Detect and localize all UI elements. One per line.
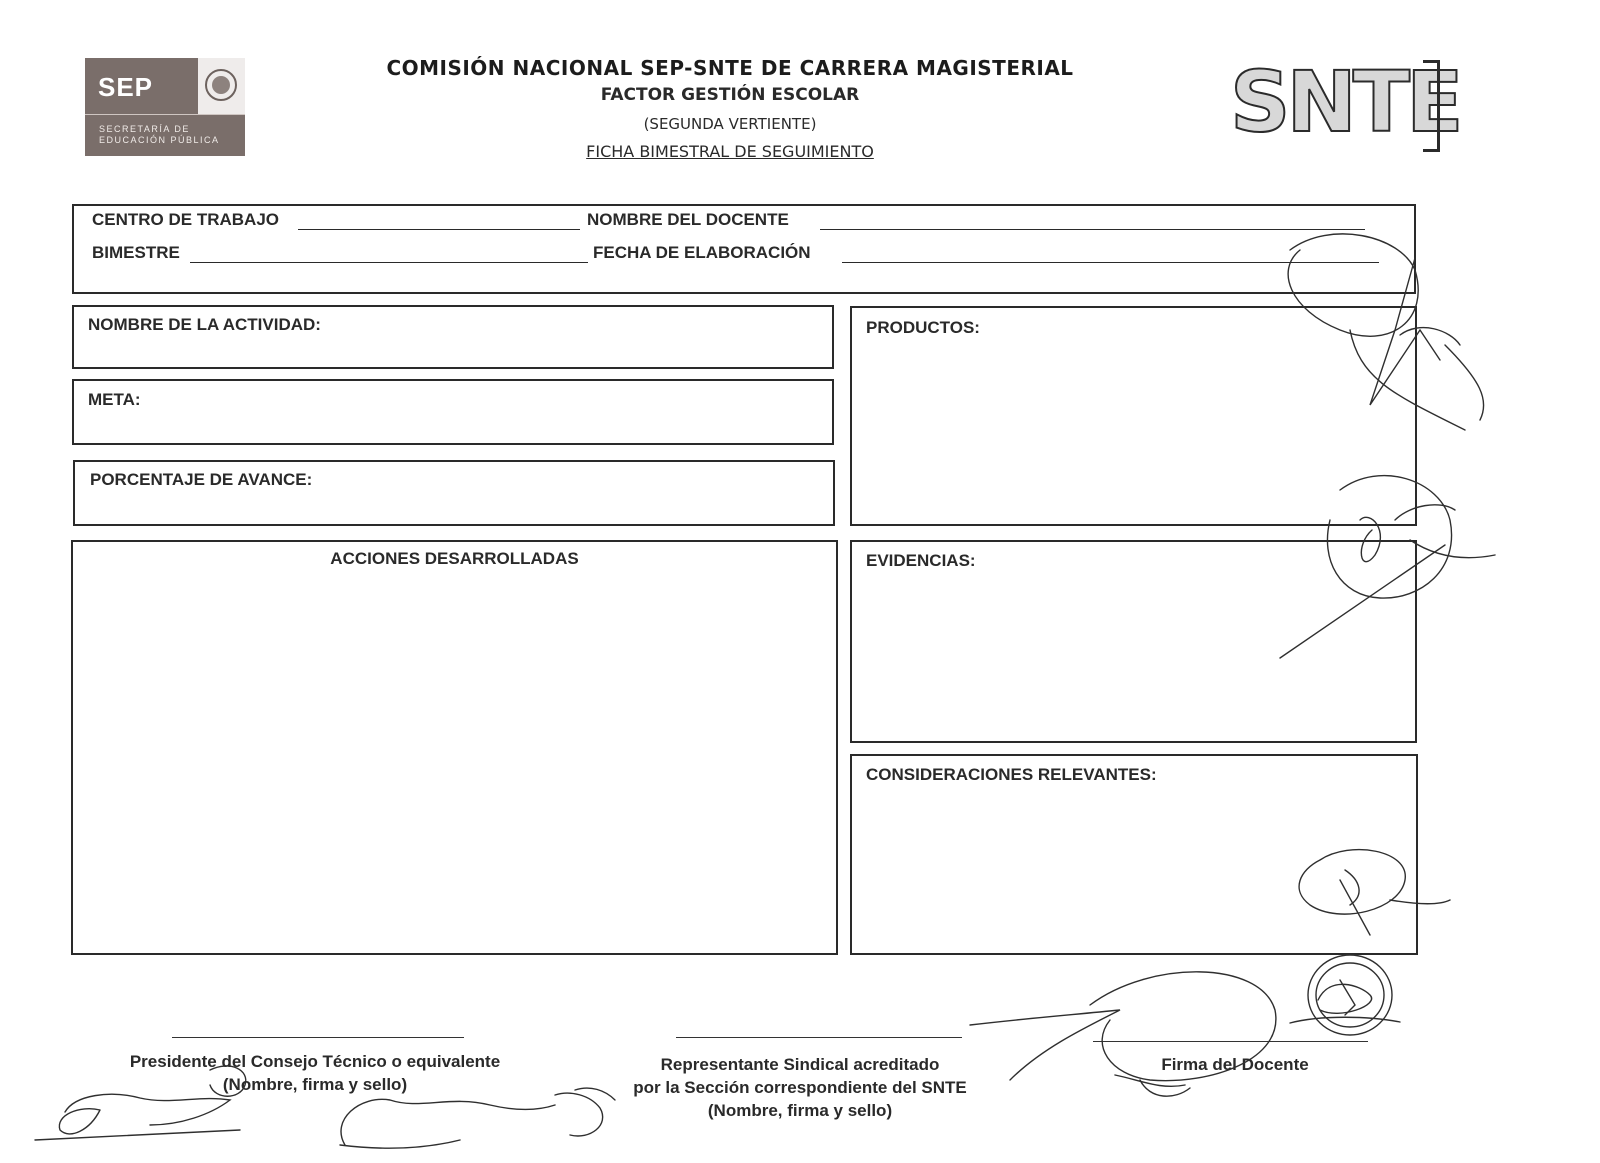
snte-logo	[1230, 52, 1460, 156]
document-title: COMISIÓN NACIONAL SEP-SNTE DE CARRERA MAGISTERIAL	[386, 56, 1074, 80]
docente-signature-line[interactable]	[1093, 1041, 1368, 1042]
representante-caption-line2: por la Sección correspondiente del SNTE	[633, 1078, 967, 1097]
porcentaje-avance-label: PORCENTAJE DE AVANCE:	[90, 470, 313, 489]
productos-box[interactable]	[850, 306, 1417, 526]
representante-caption	[580, 1053, 1020, 1122]
fecha-de-elaboracion-label: FECHA DE ELABORACIÓN	[593, 243, 811, 262]
document-subtitle: FACTOR GESTIÓN ESCOLAR	[600, 85, 860, 105]
porcentaje-avance-box[interactable]	[73, 460, 835, 526]
mexican-eagle-seal-icon	[198, 58, 245, 114]
document-strand: (SEGUNDA VERTIENTE)	[643, 115, 817, 133]
nombre-actividad-box[interactable]	[72, 305, 834, 369]
centro-de-trabajo-field[interactable]	[298, 229, 580, 230]
presidente-caption-line2: (Nombre, firma y sello)	[222, 1075, 408, 1094]
nombre-del-docente-label: NOMBRE DEL DOCENTE	[587, 210, 789, 229]
form-name	[300, 142, 1160, 161]
stamp-seal-docente	[1290, 955, 1400, 1035]
sep-logo-subtitle: SECRETARÍA DE EDUCACIÓN PÚBLICA	[99, 124, 220, 145]
bimestre-field[interactable]	[190, 262, 588, 263]
sep-logo	[85, 58, 245, 156]
presidente-caption-line1: Presidente del Consejo Técnico o equivalente	[129, 1052, 501, 1071]
acciones-desarrolladas-box[interactable]	[71, 540, 838, 955]
acciones-desarrolladas-label: ACCIONES DESARROLLADAS	[330, 549, 579, 568]
snte-logo-word: SNTE	[1230, 53, 1460, 151]
signature-representante	[340, 1088, 615, 1148]
productos-label: PRODUCTOS:	[866, 318, 980, 337]
meta-box[interactable]	[72, 379, 834, 445]
evidencias-box[interactable]	[850, 540, 1417, 743]
fecha-de-elaboracion-field[interactable]	[842, 262, 1379, 263]
evidencias-label: EVIDENCIAS:	[866, 551, 976, 570]
meta-label: META:	[88, 390, 141, 409]
representante-signature-line[interactable]	[676, 1037, 962, 1038]
consideraciones-relevantes-label: CONSIDERACIONES RELEVANTES:	[866, 765, 1157, 784]
presidente-signature-line[interactable]	[172, 1037, 464, 1038]
consideraciones-relevantes-box[interactable]	[850, 754, 1418, 955]
representante-caption-line1: Representante Sindical acreditado	[660, 1055, 940, 1074]
nombre-actividad-label: NOMBRE DE LA ACTIVIDAD:	[88, 315, 321, 334]
snte-logo-frame	[1423, 60, 1440, 152]
sep-logo-word: SEP	[98, 72, 154, 102]
nombre-del-docente-field[interactable]	[820, 229, 1365, 230]
bimestre-label: BIMESTRE	[92, 243, 180, 262]
docente-caption	[1110, 1053, 1360, 1076]
centro-de-trabajo-label: CENTRO DE TRABAJO	[92, 210, 280, 229]
presidente-caption	[80, 1050, 550, 1096]
docente-caption-line1: Firma del Docente	[1161, 1055, 1309, 1074]
representante-caption-line3: (Nombre, firma y sello)	[707, 1101, 893, 1120]
form-name-text: FICHA BIMESTRAL DE SEGUIMIENTO	[586, 142, 874, 161]
sep-logo-divider	[85, 114, 245, 115]
